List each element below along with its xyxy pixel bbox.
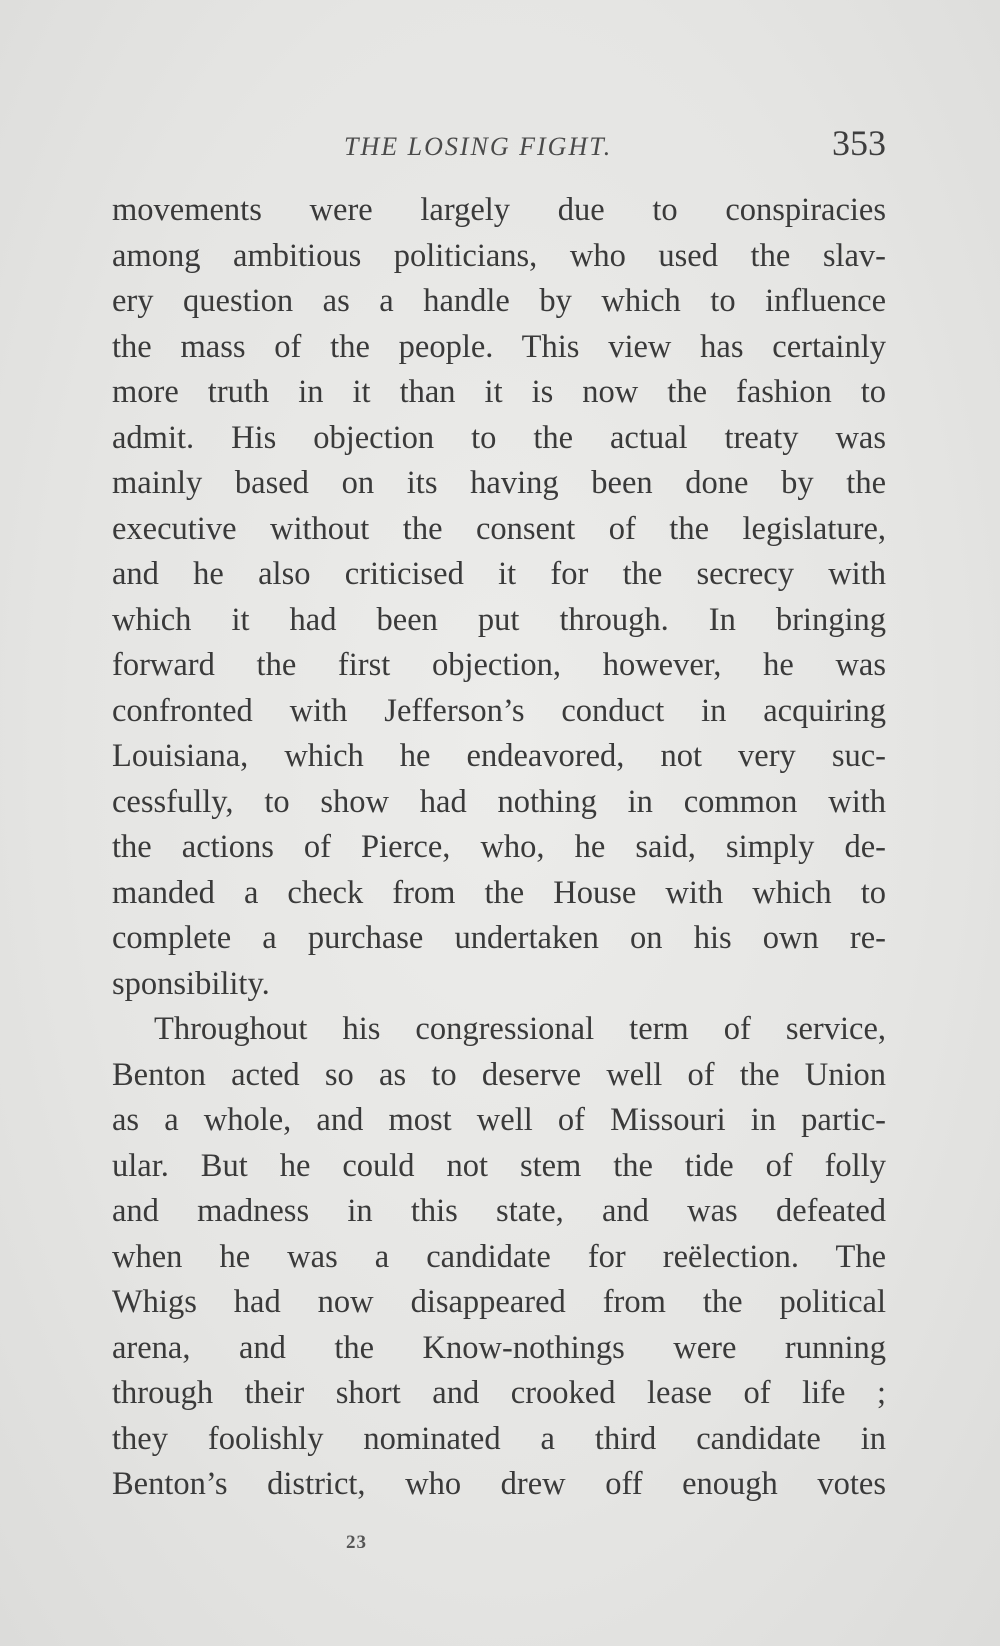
text-line: as a whole, and most well of Missouri in partic-: [112, 1102, 886, 1138]
signature-mark: 23: [346, 1532, 367, 1553]
paragraph-end-line: sponsibility.: [112, 965, 270, 1002]
text-line: manded a check from the House with which to: [112, 874, 886, 911]
text-line: Louisiana, which he endeavored, not very suc-: [112, 738, 886, 774]
text-line: movements were largely due to conspiracies: [112, 192, 886, 228]
page-header: [112, 118, 886, 168]
text-line: forward the first objection, however, he was: [112, 647, 886, 683]
text-line: the mass of the people. This view has certainly: [112, 328, 886, 365]
text-line: confronted with Jefferson’s conduct in acquiring: [112, 692, 886, 729]
page-number: 353: [832, 123, 886, 163]
text-line: more truth in it than it is now the fashion to: [112, 374, 886, 410]
text-line: mainly based on its having been done by the: [112, 465, 886, 501]
text-line: which it had been put through. In bringing: [112, 601, 886, 638]
text-line: among ambitious politicians, who used the slav-: [112, 237, 886, 274]
text-line: through their short and crooked lease of life ;: [112, 1375, 886, 1411]
text-line: they foolishly nominated a third candidate in: [112, 1420, 886, 1457]
text-line: when he was a candidate for reëlection. The: [112, 1238, 886, 1275]
text-line: and madness in this state, and was defeated: [112, 1193, 886, 1229]
text-line: the actions of Pierce, who, he said, simply de-: [112, 829, 886, 865]
running-title: THE LOSING FIGHT.: [344, 132, 613, 161]
text-line: arena, and the Know-nothings were running: [112, 1329, 886, 1366]
text-line: ular. But he could not stem the tide of folly: [112, 1147, 886, 1184]
text-line: admit. His objection to the actual treaty was: [112, 419, 886, 456]
text-line: complete a purchase undertaken on his own re-: [112, 920, 886, 956]
text-line: ery question as a handle by which to influence: [112, 283, 886, 319]
paragraph-start-line: Throughout his congressional term of service,: [154, 1011, 886, 1047]
text-line: Benton’s district, who drew off enough votes: [112, 1466, 886, 1502]
text-line: and he also criticised it for the secrecy with: [112, 556, 886, 592]
body-text: [112, 188, 886, 1508]
text-line: Whigs had now disappeared from the political: [112, 1284, 886, 1320]
text-line: Benton acted so as to deserve well of the Union: [112, 1056, 886, 1093]
text-line: cessfully, to show had nothing in common with: [112, 783, 886, 820]
text-line: executive without the consent of the legislature,: [112, 510, 886, 547]
